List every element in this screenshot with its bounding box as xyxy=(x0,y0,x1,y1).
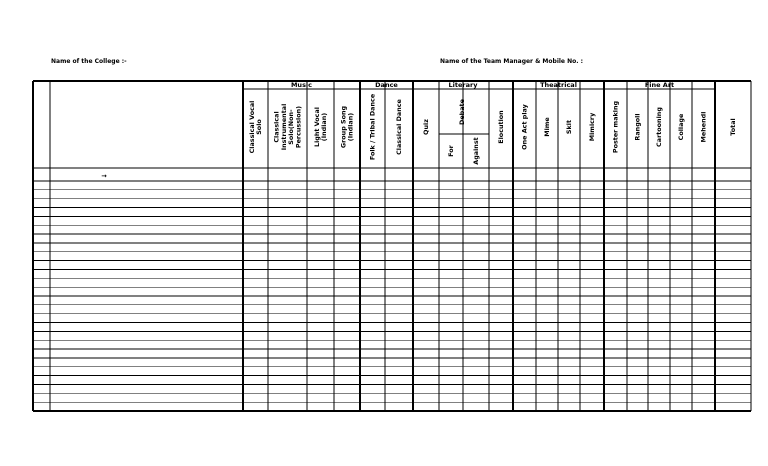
group-heading-fine-art: Fine Art xyxy=(644,81,675,89)
column-heading-one-act-play: One Act play xyxy=(520,104,529,150)
column-heading-mime: Mime xyxy=(543,117,551,137)
column-heading-cartooning: Cartooning xyxy=(655,107,663,147)
column-heading-classical-vocal: Solo xyxy=(255,119,264,135)
column-heading-group-song: Group Song xyxy=(339,105,348,149)
column-heading-folk-tribal-dance: Folk / Tribal Dance xyxy=(368,93,377,161)
column-heading-skit: Skit xyxy=(565,119,573,135)
group-heading-dance: Dance xyxy=(375,81,398,89)
column-heading-classical-vocal: Classical Vocal xyxy=(247,100,256,154)
column-heading-against: Against xyxy=(472,137,480,165)
column-heading-poster-making: Poster making xyxy=(611,100,620,154)
column-heading-quiz: Quiz xyxy=(422,119,430,135)
column-heading-classical: Solo(Non- xyxy=(287,109,296,145)
column-heading-group-song: (Indian) xyxy=(346,112,355,142)
column-heading-mehendi: Mehendi xyxy=(699,111,708,143)
row-arrow-icon: → xyxy=(101,172,107,180)
column-heading-for: For xyxy=(447,145,455,157)
column-heading-classical-dance: Classical Dance xyxy=(395,99,403,155)
group-heading-literary: Literary xyxy=(448,81,478,89)
column-heading-elocution: Elocution xyxy=(497,110,505,144)
debate-heading: Debate xyxy=(458,99,466,125)
column-heading-light-vocal: (Indian) xyxy=(320,112,329,142)
column-heading-light-vocal: Light Vocal xyxy=(312,107,321,147)
group-heading-theatrical: Theatrical xyxy=(540,81,577,89)
college-name-label: Name of the College :- xyxy=(51,58,127,65)
column-heading-collage: Collage xyxy=(677,113,685,141)
group-heading-music: Music xyxy=(290,81,313,89)
column-heading-classical: Percussion) xyxy=(294,105,303,149)
column-heading-classical: Instrumental xyxy=(279,103,288,151)
team-manager-label: Name of the Team Manager & Mobile No. : xyxy=(440,58,583,65)
column-heading-classical: Classical xyxy=(272,111,281,143)
column-heading-rangoli: Rangoli xyxy=(633,113,642,141)
column-heading-total: Total xyxy=(729,118,737,136)
column-heading-mimicry: Mimicry xyxy=(588,112,596,142)
